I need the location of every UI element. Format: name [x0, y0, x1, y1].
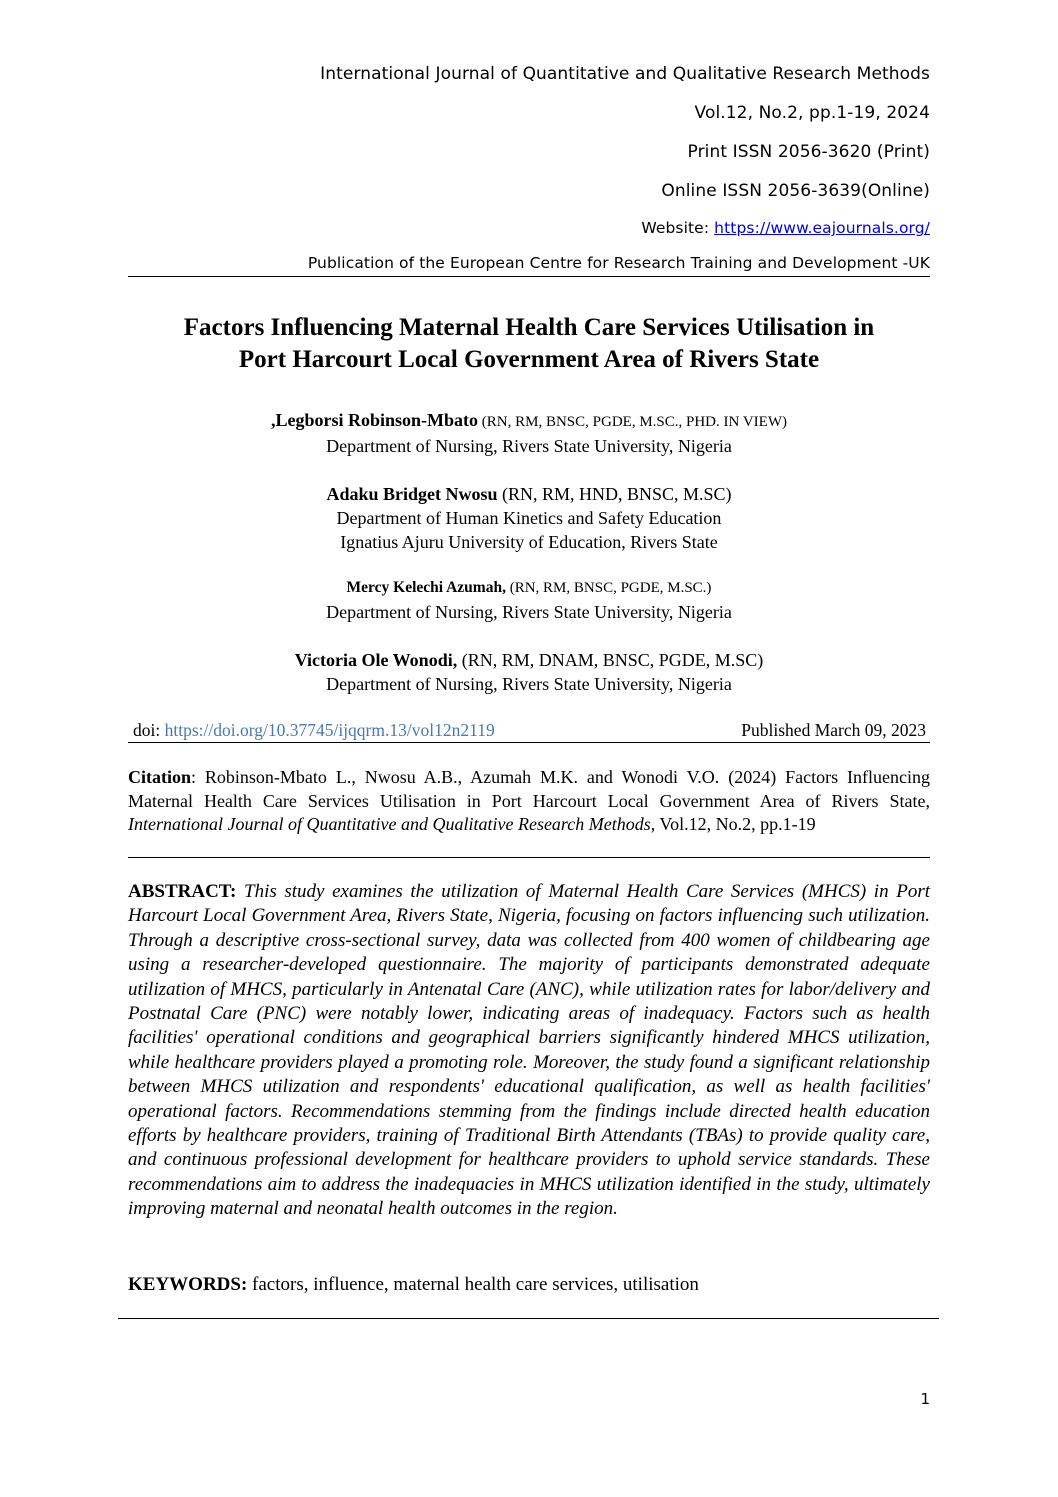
author-affiliation: Department of Nursing, Rivers State University, Nigeria	[326, 436, 732, 456]
author-credentials: (RN, RM, BNSC, PGDE, M.SC., PHD. IN VIEW)	[478, 414, 787, 430]
footer-rule	[118, 1318, 939, 1319]
author-credentials: (RN, RM, BNSC, PGDE, M.SC.)	[505, 580, 712, 596]
volume-info: Vol.12, No.2, pp.1-19, 2024	[694, 103, 930, 123]
author-affiliation: Department of Nursing, Rivers State University, Nigeria	[326, 602, 732, 622]
header-rule	[128, 276, 930, 277]
publisher-line: Publication of the European Centre for Research Training and Development -UK	[307, 254, 930, 272]
title-line-2: Port Harcourt Local Government Area of Rivers State	[238, 346, 820, 373]
doi-line	[133, 720, 495, 741]
citation-rule	[128, 857, 930, 858]
paper-title	[60, 312, 998, 376]
doi-label: doi:	[133, 720, 165, 740]
author-name: Adaku Bridget Nwosu	[326, 484, 498, 504]
doi-rule	[128, 742, 930, 743]
citation-journal: International Journal of Quantitative and Qualitative Research Methods	[128, 814, 651, 834]
author-block-2	[60, 482, 998, 554]
page-number: 1	[920, 1390, 930, 1408]
citation-label: Citation	[128, 767, 191, 787]
citation-text: : Robinson-Mbato L., Nwosu A.B., Azumah M.K. and Wonodi V.O. (2024) Factors Influencing Maternal Health Care Services Utilisation in Port Harcourt Local Government Area of Rivers State,	[128, 767, 930, 811]
journal-name: International Journal of Quantitative and Qualitative Research Methods	[320, 64, 930, 84]
website-link[interactable]: https://www.eajournals.org/	[714, 219, 930, 237]
online-issn: Online ISSN 2056-3639(Online)	[661, 181, 930, 201]
citation	[128, 766, 930, 837]
author-affiliation: Department of Nursing, Rivers State University, Nigeria	[326, 674, 732, 694]
author-name: ,Legborsi Robinson-Mbato	[271, 410, 479, 430]
doi-link[interactable]: https://doi.org/10.37745/ijqqrm.13/vol12n2119	[164, 720, 495, 740]
keywords	[128, 1273, 930, 1297]
keywords-label: KEYWORDS:	[128, 1274, 248, 1295]
author-block-4	[60, 648, 998, 696]
published-date: Published March 09, 2023	[741, 720, 926, 740]
author-name: Mercy Kelechi Azumah,	[346, 579, 506, 596]
citation-tail: , Vol.12, No.2, pp.1-19	[650, 814, 816, 834]
abstract	[128, 880, 930, 1222]
print-issn: Print ISSN 2056-3620 (Print)	[687, 142, 930, 162]
author-affiliation-2: Ignatius Ajuru University of Education, Rivers State	[340, 532, 718, 552]
website-label: Website:	[641, 219, 715, 237]
author-name: Victoria Ole Wonodi,	[294, 650, 458, 670]
author-block-1	[60, 408, 998, 458]
title-line-1: Factors Influencing Maternal Health Care Services Utilisation in	[183, 314, 875, 341]
abstract-label: ABSTRACT:	[128, 881, 237, 902]
abstract-text: This study examines the utilization of Maternal Health Care Services (MHCS) in Port Harcourt Local Government Area, Rivers State, Nigeria, focusing on factors influencing such utilization. Through a descriptive cross-sectional survey, data was collected from 400 women of childbearing age using a researcher-developed questionnaire. The majority of participants demonstrated adequate utilization of MHCS, particularly in Antenatal Care (ANC), while utilization rates for labor/delivery and Postnatal Care (PNC) were notably lower, indicating areas of inadequacy. Factors such as health facilities' operational conditions and geographical barriers significantly hindered MHCS utilization, while healthcare providers played a promoting role. Moreover, the study found a significant relationship between MHCS utilization and respondents' educational qualification, as well as health facilities' operational factors. Recommendations stemming from the findings include directed health education efforts by healthcare providers, training of Traditional Birth Attendants (TBAs) to provide quality care, and continuous professional development for healthcare providers to uphold service standards. These recommendations aim to address the inadequacies in MHCS utilization identified in the study, ultimately improving maternal and neonatal health outcomes in the region.	[128, 881, 930, 1220]
author-affiliation: Department of Human Kinetics and Safety Education	[336, 508, 722, 528]
author-credentials: (RN, RM, HND, BNSC, M.SC)	[497, 484, 732, 504]
author-block-3	[60, 574, 998, 624]
website-line	[641, 219, 930, 237]
keywords-text: factors, influence, maternal health care services, utilisation	[247, 1274, 699, 1295]
author-credentials: (RN, RM, DNAM, BNSC, PGDE, M.SC)	[457, 650, 764, 670]
